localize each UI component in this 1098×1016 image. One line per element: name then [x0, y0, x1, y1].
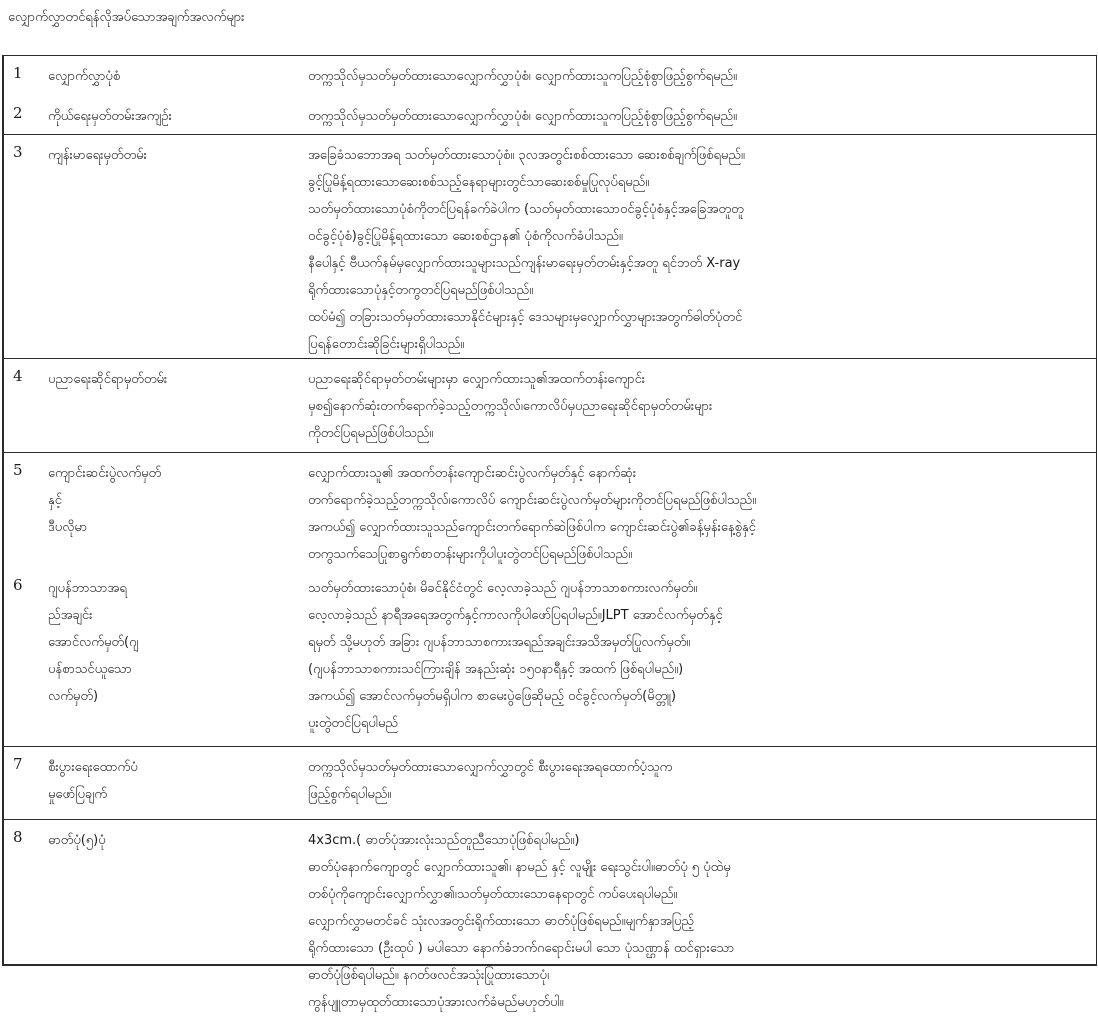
- description-cell: [306, 359, 1096, 452]
- description-line: အကယ်၍ အောင်လက်မှတ်မရှိပါက စာမေးပွဲဖြေဆိုမည့် ဝင်ခွင့်လက်မှတ်(မိတ္တူ): [308, 689, 677, 704]
- description-line: ကွန်ပျူတာမှထုတ်ထားသောပုံအားလက်ခံမည်မဟုတ်ပါ။: [308, 995, 564, 1010]
- item-line: လက်မှတ်): [48, 689, 99, 704]
- item-line: အောင်လက်မှတ်(ဂျ: [48, 635, 139, 650]
- item-cell: [44, 568, 306, 746]
- description-line: ရမှတ် သို့မဟုတ် အခြား ဂျပန်ဘာသာစကားအရည်အချင်းအသိအမှတ်ပြုလက်မှတ်။: [308, 635, 691, 650]
- row-number: 8: [13, 828, 23, 846]
- description-line: 4x3cm.( ဓာတ်ပုံအားလုံးသည်တူညီသောပုံဖြစ်ရပါမည်။): [308, 833, 580, 848]
- item-cell: [44, 820, 306, 1016]
- description-line: ဝင်ခွင့်ပုံစံ)ခွင့်ပြုမိန့်ရထားသော ဆေးစစ်ဌာန၏ ပုံစံကိုလက်ခံပါသည်။: [308, 229, 623, 244]
- description-line: တက္ကသိုလ်မှသတ်မှတ်ထားသောလျှောက်လွှာတွင် စီးပွားရေးအရထောက်ပံ့သူက: [308, 760, 673, 775]
- item-cell: [44, 135, 306, 358]
- requirements-table: [2, 55, 1097, 1010]
- item-line: ကျောင်းဆင်းပွဲလက်မှတ်: [48, 466, 162, 481]
- item-line: ဒီပလိုမာ: [48, 520, 88, 535]
- description-line: သတ်မှတ်ထားသောပုံစံ၊ မိခင်နိုင်ငံတွင် လေ့လာခဲ့သည် ဂျပန်ဘာသာစကားလက်မှတ်။: [308, 581, 698, 596]
- item-line: ဂျပန်ဘာသာအရ: [48, 581, 127, 596]
- description-cell: [306, 135, 1096, 358]
- table-row: [4, 819, 1096, 1016]
- description-line: သတ်မှတ်ထားသောပုံစံကိုတင်ပြရန်ခက်ခဲပါက (သတ်မှတ်ထားသောဝင်ခွင့်ပုံစံနှင့်အခြေအတူတူ: [308, 202, 744, 217]
- description-line: အခြေခံသဘောအရ သတ်မှတ်ထားသောပုံစံ။ ၃လအတွင်းစစ်ထားသော ဆေးစစ်ချက်ဖြစ်ရမည်။: [308, 148, 745, 163]
- item-line: စီးပွားရေးထောက်ပံ: [48, 760, 138, 775]
- item-line: လျှောက်လွှာပုံစံ: [48, 69, 121, 84]
- description-line: ဓာတ်ပုံဖြစ်ရပါမည်။ နဂတ်ဖလင်အသုံးပြုထားသောပုံ၊: [308, 968, 550, 983]
- description-line: ပူးတွဲတင်ပြရပါမည်: [308, 716, 398, 731]
- description-cell: [306, 820, 1096, 1016]
- table-row: [4, 96, 1096, 134]
- row-number: 4: [13, 367, 23, 385]
- row-number: 1: [13, 64, 23, 82]
- table-row: [4, 56, 1096, 96]
- description-line: လျှောက်ထားသူ၏ အထက်တန်းကျောင်းဆင်းပွဲလက်မှတ်နှင့် နောက်ဆုံး: [308, 466, 637, 481]
- description-line: လျှောက်လွှာမတင်ခင် သုံးလအတွင်းရိုက်ထားသော ဓာတ်ပုံဖြစ်ရမည်။မျက်နှာအပြည့်: [308, 914, 694, 929]
- description-line: တက္ကသိုလ်မှသတ်မှတ်ထားသောလျှောက်လွှာပုံစံ၊ လျှောက်ထားသူကပြည့်စုံစွာဖြည့်စွက်ရမည်။: [308, 69, 737, 84]
- item-line: ပန်စာသင်ယူသော: [48, 662, 132, 677]
- description-cell: [306, 568, 1096, 746]
- item-line: ကျန်းမာရေးမှတ်တမ်း: [48, 148, 147, 163]
- description-line: ထပ်မံ၍ တခြားသတ်မှတ်ထားသောနိုင်ငံများနှင့် ဒေသများမှလျှောက်လွှာများအတွက်ဓါတ်ပုံတင်: [308, 310, 743, 325]
- table-row: [4, 134, 1096, 358]
- description-cell: [306, 96, 1096, 134]
- table-row: [4, 568, 1096, 746]
- description-line: နီပေါနှင့် ဗီယက်နမ်မှလျှောက်ထားသူများသည်ကျန်းမာရေးမှတ်တမ်းနှင့်အတူ ရင်ဘတ် X-ray: [308, 256, 741, 271]
- description-line: အကယ်၍ လျှောက်ထားသူသည်ကျောင်းတက်ရောက်ဆဲဖြစ်ပါက ကျောင်းဆင်းပွဲ၏ခန့်မှန်းနေ့စွဲနှင့်: [308, 520, 756, 535]
- item-line: မှုဖော်ပြချက်: [48, 787, 107, 802]
- description-line: ခွင့်ပြုမိန့်ရထားသောဆေးစစ်သည့်နေရာများတွင်သာဆေးစစ်မှုပြုလုပ်ရမည်။: [308, 175, 650, 190]
- description-line: ရိုက်ထားသောပုံနှင့်တကွတင်ပြရမည်ဖြစ်ပါသည်။: [308, 283, 534, 298]
- description-line: တကွသက်သေပြုစာရွက်စာတန်းများကိုပါပူးတွဲတင်ပြရမည်ဖြစ်ပါသည်။: [308, 547, 633, 562]
- description-cell: [306, 747, 1096, 819]
- description-cell: [306, 453, 1096, 568]
- description-cell: [306, 56, 1096, 96]
- description-line: တက်ရောက်ခဲ့သည့်တက္ကသိုလ်၊ကောလိပ် ကျောင်းဆင်းပွဲလက်မှတ်များကိုတင်ပြရမည်ဖြစ်ပါသည်။: [308, 493, 757, 508]
- item-cell: [44, 96, 306, 134]
- item-cell: [44, 747, 306, 819]
- description-line: ရိုက်ထားသော (ဦးထုပ် ) မပါသော နောက်ခံဘက်ဂရောင်းမပါ သော ပုံသဏ္ဌာန် ထင်ရှားသော: [308, 941, 735, 956]
- table-row: [4, 358, 1096, 452]
- row-number: 6: [13, 576, 23, 594]
- table-row: [4, 452, 1096, 568]
- item-cell: [44, 453, 306, 568]
- table-row: [4, 746, 1096, 819]
- item-cell: [44, 359, 306, 452]
- row-number: 7: [13, 755, 23, 773]
- description-line: ကိုတင်ပြရမည်ဖြစ်ပါသည်။: [308, 426, 434, 441]
- item-line: ကိုယ်ရေးမှတ်တမ်းအကျဉ်း: [48, 109, 172, 124]
- description-line: ဓာတ်ပုံနောက်ကျောတွင် လျှောက်ထားသူ၏၊ နာမည် နှင့် လူမျိုး ရေးသွင်းပါ။ဓာတ်ပုံ ၅ ပုံထဲမှ: [308, 860, 731, 875]
- item-cell: [44, 56, 306, 96]
- page-title: လျှောက်လွှာတင်ရန်လိုအပ်သောအချက်အလက်များ: [8, 10, 245, 25]
- row-number: 5: [13, 461, 23, 479]
- description-line: တစ်ပုံကိုကျောင်းလျှောက်လွှာ၏၊သတ်မှတ်ထားသောနေရာတွင် ကပ်ပေးရပါမည်။: [308, 887, 678, 902]
- description-line: ပြရန်တောင်းဆိုခြင်းများရှိပါသည်။: [308, 337, 465, 352]
- description-line: (ဂျပန်ဘာသာစကားသင်ကြားချိန် အနည်းဆုံး ၁၅၀နာရီနှင့် အထက် ဖြစ်ရပါမည်။): [308, 662, 684, 677]
- description-line: လေ့လာခဲ့သည် နာရီအရေအတွက်နှင့်ကာလကိုပါဖော်ပြရပါမည်။JLPT အောင်လက်မှတ်နှင့်: [308, 608, 723, 623]
- item-line: ဓာတ်ပုံ(၅)ပုံ: [48, 833, 106, 848]
- description-line: ပညာရေးဆိုင်ရာမှတ်တမ်းများမှာ လျှောက်ထားသူ၏အထက်တန်းကျောင်း: [308, 372, 646, 387]
- row-number: 2: [13, 104, 23, 122]
- description-line: တက္ကသိုလ်မှသတ်မှတ်ထားသောလျှောက်လွှာပုံစံ၊ လျှောက်ထားသူကပြည့်စုံစွာဖြည့်စွက်ရမည်။: [308, 109, 737, 124]
- description-line: မှစ၍နောက်ဆုံးတက်ရောက်ခဲ့သည့်တက္ကသိုလ်၊ကောလိပ်မှပညာရေးဆိုင်ရာမှတ်တမ်းများ: [308, 399, 713, 414]
- item-line: နှင့်: [48, 493, 62, 508]
- item-line: ည်အချင်း: [48, 608, 93, 623]
- row-number: 3: [13, 143, 23, 161]
- item-line: ပညာရေးဆိုင်ရာမှတ်တမ်း: [48, 372, 168, 387]
- description-line: ဖြည့်စွက်ရပါမည်။: [308, 787, 392, 802]
